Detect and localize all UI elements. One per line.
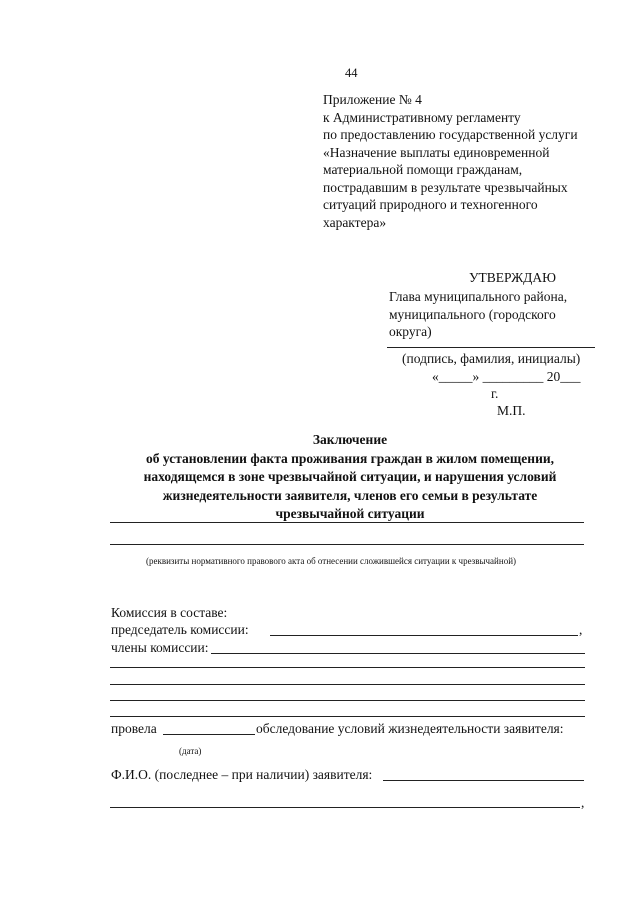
annex-line: «Назначение выплаты единовременной [323, 144, 550, 160]
approve-line: округа) [389, 324, 432, 339]
inspection-date-line [163, 734, 255, 735]
inspection-prefix: провела [111, 721, 157, 736]
chairman-label: председатель комиссии: [111, 622, 249, 637]
applicant-comma: , [581, 795, 585, 810]
approval-year-suffix: г. [491, 386, 499, 401]
chairman-field-line [270, 635, 578, 636]
approve-line: Глава муниципального района, [389, 289, 568, 304]
title-line: чрезвычайной ситуации [275, 506, 425, 521]
stamp-label: М.П. [497, 403, 526, 418]
members-extra-line [110, 700, 585, 701]
annex-line: по предоставлению государственной услуги [323, 127, 578, 142]
inspection-date-caption: (дата) [179, 746, 202, 756]
chairman-comma: , [579, 622, 583, 637]
title-line: находящемся в зоне чрезвычайной ситуации, и нарушения условий [143, 469, 557, 484]
annex-header [323, 91, 578, 231]
annex-line: пострадавшим в результате чрезвычайных [323, 179, 568, 195]
legal-act-line [110, 522, 584, 523]
members-extra-line [110, 667, 585, 668]
members-label: члены комиссии: [111, 640, 209, 655]
title-heading: Заключение [312, 432, 388, 447]
annex-line: Приложение № 4 [323, 92, 422, 107]
legal-act-caption: (реквизиты нормативного правового акта об отнесении сложившейся ситуации к чрезвычайной) [146, 556, 517, 566]
approval-date-line: «_____» _________ 20___ [432, 369, 581, 384]
signature-line [387, 347, 595, 348]
applicant-label: Ф.И.О. (последнее – при наличии) заявителя: [111, 767, 373, 782]
page-number: 44 [345, 66, 358, 80]
approve-block [389, 288, 567, 341]
members-extra-line [110, 684, 585, 685]
applicant-extra-line [110, 807, 580, 808]
annex-line: материальной помощи гражданам, [323, 162, 523, 177]
title-line: жизнедеятельности заявителя, членов его семьи в результате [162, 487, 538, 503]
commission-intro: Комиссия в составе: [111, 605, 228, 620]
annex-line: ситуаций природного и техногенного [323, 197, 538, 212]
approve-heading: УТВЕРЖДАЮ [469, 270, 557, 285]
approve-line: муниципального (городского [389, 306, 556, 322]
legal-act-line [110, 544, 584, 545]
annex-line: к Административному регламенту [323, 109, 521, 125]
members-field-line [211, 653, 585, 654]
document-title [100, 431, 600, 524]
applicant-field-line [383, 780, 584, 781]
title-line: об установлении факта проживания граждан в жилом помещении, [146, 450, 554, 466]
members-extra-line [110, 716, 585, 717]
signature-caption: (подпись, фамилия, инициалы) [402, 351, 581, 366]
annex-line: характера» [323, 214, 387, 230]
inspection-suffix: обследование условий жизнедеятельности заявителя: [256, 721, 564, 736]
